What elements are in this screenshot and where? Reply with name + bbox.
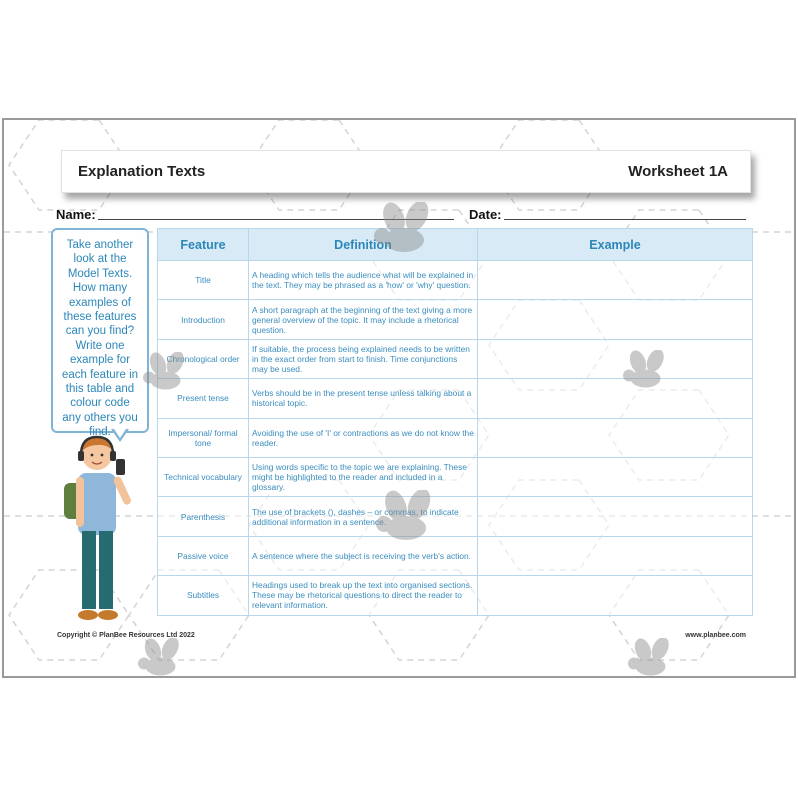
title-bar: [61, 150, 751, 193]
column-header-feature: Feature: [158, 229, 249, 261]
feature-cell: Chronological order: [158, 339, 249, 378]
bubble-line: colour code: [70, 397, 130, 410]
feature-table: [157, 228, 753, 616]
name-label: Name:: [56, 207, 96, 222]
bee-icon: [134, 352, 194, 397]
bee-icon: [362, 202, 442, 262]
bubble-line: look at the: [73, 253, 127, 266]
example-cell[interactable]: [478, 536, 753, 575]
definition-cell: Headings used to break up the text into organised sections. These may be rhetorical questions to direct the reader to relevant information.: [249, 576, 478, 615]
feature-cell: Present tense: [158, 379, 249, 418]
date-line[interactable]: [504, 219, 746, 220]
feature-cell: Passive voice: [158, 536, 249, 575]
worksheet-number: Worksheet 1A: [628, 163, 728, 180]
feature-cell: Parenthesis: [158, 497, 249, 536]
definition-cell: A heading which tells the audience what will be explained in the text. They may be phrased as a 'how' or 'why' question.: [249, 261, 478, 300]
example-cell[interactable]: [478, 418, 753, 457]
table-row: [158, 576, 753, 615]
worksheet-page: [2, 118, 796, 678]
bubble-line: How many: [72, 282, 128, 295]
bubble-line: example for: [69, 354, 131, 367]
definition-cell: Using words specific to the topic we are explaining. These might be highlighted to the reader and included in a glossary.: [249, 457, 478, 496]
example-cell[interactable]: [478, 576, 753, 615]
definition-cell: If suitable, the process being explained needs to be written in the exact order from start to finish. Time conjunctions may be used.: [249, 339, 478, 378]
bubble-line: Model Texts.: [67, 267, 133, 280]
speech-bubble: [51, 228, 149, 439]
column-header-example: Example: [478, 229, 753, 261]
definition-cell: Avoiding the use of 'I' or contractions as we do not know the reader.: [249, 418, 478, 457]
feature-cell: Impersonal/ formal tone: [158, 418, 249, 457]
table-row: [158, 457, 753, 496]
definition-cell: A sentence where the subject is receiving the verb's action.: [249, 536, 478, 575]
copyright-text: Copyright © PlanBee Resources Ltd 2022: [57, 632, 195, 639]
feature-cell: Technical vocabulary: [158, 457, 249, 496]
bubble-line: this table and: [65, 383, 135, 396]
bee-icon: [619, 638, 679, 678]
bubble-line: any others you: [62, 411, 138, 424]
definition-cell: The use of brackets (), dashes – or commas, to indicate additional information in a sentence.: [249, 497, 478, 536]
date-label: Date:: [469, 207, 502, 222]
example-cell[interactable]: [478, 497, 753, 536]
bee-icon: [614, 350, 674, 395]
table-row: [158, 300, 753, 339]
column-header-definition: Definition: [249, 229, 478, 261]
bee-icon: [364, 490, 444, 550]
bubble-line: each feature in: [61, 368, 139, 381]
example-cell[interactable]: [478, 261, 753, 300]
example-cell[interactable]: [478, 300, 753, 339]
table-row: [158, 418, 753, 457]
table-row: [158, 261, 753, 300]
definition-cell: A short paragraph at the beginning of the text giving a more general overview of the topic. It may include a rhetorical question.: [249, 300, 478, 339]
feature-cell: Introduction: [158, 300, 249, 339]
table-row: [158, 497, 753, 536]
worksheet-title: Explanation Texts: [78, 163, 206, 180]
bubble-line: examples of: [68, 296, 131, 309]
bubble-line: these features: [63, 311, 137, 324]
feature-cell: Title: [158, 261, 249, 300]
definition-cell: Verbs should be in the present tense unless talking about a historical topic.: [249, 379, 478, 418]
boy-with-headphones-icon: [54, 435, 144, 630]
bubble-line: can you find?: [65, 325, 135, 338]
table-header-row: [158, 229, 753, 261]
feature-cell: Subtitles: [158, 576, 249, 615]
table-row: [158, 536, 753, 575]
example-cell[interactable]: [478, 457, 753, 496]
bubble-line: Write one: [75, 339, 125, 352]
bubble-line: find.: [89, 426, 111, 439]
bee-icon: [129, 638, 189, 678]
website-link[interactable]: www.planbee.com: [685, 632, 746, 639]
bubble-line: Take another: [66, 239, 134, 251]
